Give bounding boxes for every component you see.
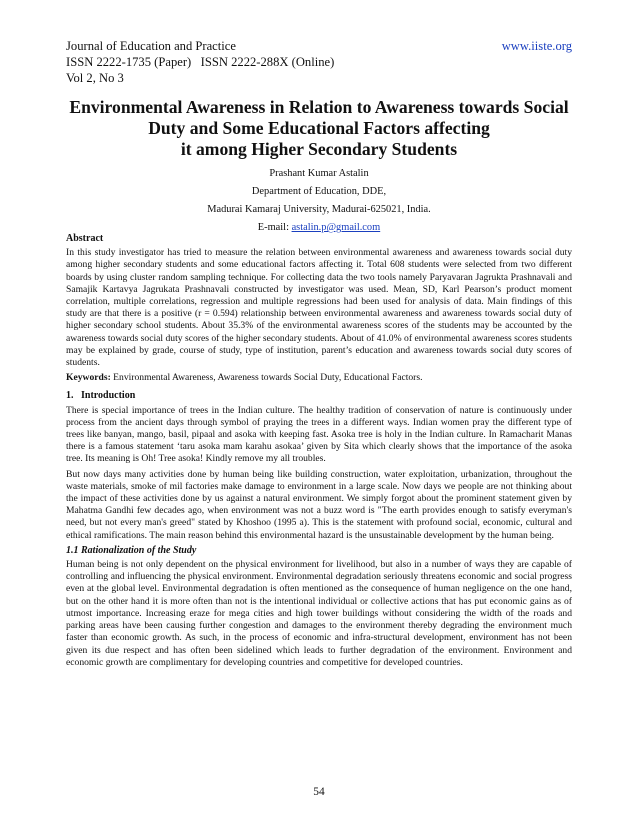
title-line: Duty and Some Educational Factors affecting [148, 118, 490, 138]
journal-website-link[interactable]: www.iiste.org [501, 39, 572, 53]
page-number: 54 [313, 786, 325, 798]
paper-body [66, 233, 572, 669]
journal-name: Journal of Education and Practice [66, 39, 236, 53]
introduction-heading: 1. Introduction [66, 390, 136, 402]
rationalization-paragraph: Human being is not only dependent on the physical environment for livelihood, but also in a number of ways they are capable of controlling and influencing the physical environment. Environmental degradation seriously threatens economic and social progress even at the global level. Environmental degradation is often mentioned as the consequence of human negligence on the one hand, but on the other hand it is more often than not is the intentional individual or collective actions that has put economic gains as of utmost importance. Increasing eraze for mega cities and high tower buildings without considering the width of the roads and parking areas have been causing further congestion and damages to the environment thereby degrading the environment much faster than economic growth. As such, in the process of economic and infra-structural development, environment has not been given its due respect and has often been sidelined which leads to further degradation of the environment. Environment and economic growth are complimentary for developing countries and competitive for developed countries. [66, 559, 572, 668]
rationalization-heading: 1.1 Rationalization of the Study [66, 544, 197, 556]
email-label: E-mail: [257, 222, 292, 233]
author-block [66, 165, 572, 237]
introduction-paragraph: There is special importance of trees in the Indian culture. The healthy tradition of conservation of nature is continuously under process from the ancient days through symbol of praying the trees in a different ways. Indian women pray the different type of trees like banyan, mango, basil, pipaal and asoka with keeping fast. Asoka tree is holy in the Indian culture. In Ramacharit Manas there is a famous statement ‘taru asoka mam karahu asokaa’ given by Sita which clearly shows that the importance of the asoka tree. Its meaning is Oh! Tree asoka! Kindly remove my all troubles. [66, 404, 572, 465]
volume-line: Vol 2, No 3 [66, 71, 124, 85]
abstract-heading: Abstract [66, 233, 104, 244]
author-email-link[interactable]: astalin.p@gmail.com [291, 222, 381, 233]
title-line: it among Higher Secondary Students [180, 139, 458, 159]
keywords-text: Environmental Awareness, Awareness towards Social Duty, Educational Factors. [110, 372, 423, 384]
author-name: Prashant Kumar Astalin [269, 168, 369, 179]
issn-line: ISSN 2222-1735 (Paper) ISSN 2222-288X (Online) [66, 55, 335, 69]
paper-title [66, 97, 572, 160]
author-university: Madurai Kamaraj University, Madurai-625021, India. [207, 204, 431, 215]
introduction-paragraph: But now days many activities done by human being like building construction, water exploitation, urbanization, throughout the waste materials, smoke of mil factories make damage to environment in a large scale. Now days we people are not thinking about the impact of these activities done by us against a natural environment. We simply forgot about the prominent statement given by Mahatma Gandhi few decades ago, when environment was not a buzz word is "The earth provides enough to satisfy everyman's need, but not every man's greed" stated by Khoshoo (1995 a). This is the statement with profound social, economic, cultural and ethical ramifications. The main reason behind this environmental hazard is the unsustainable development by the human being. [66, 468, 572, 541]
title-line: Environmental Awareness in Relation to Awareness towards Social [69, 97, 569, 117]
keywords-label: Keywords: [66, 372, 111, 384]
author-department: Department of Education, DDE, [251, 186, 387, 197]
abstract-text: In this study investigator has tried to measure the relation between environmental awareness and awareness towards social duty among higher secondary students and some educational factors affecting it. Total 608 students were selected from two different boards by using cluster random sampling technique. For collecting data the two tools namely Paryavaran Jagrukta Prashnavali and Samajik Kartavya Jagrukata Prashnavali constructed by investigator was used. Mean, SD, Karl Pearson’s product moment correlation, multiple correlations, regression and multiple regressions had been used for analysis of data. Main findings of this study are that there is a positive (r = 0.594) relationship between environmental awareness and awareness towards social duty of higher secondary school students. About 35.3% of the environmental awareness scores of the students may be accounted by the awareness towards social duty scores of the higher secondary students. About of 41.0% of environmental awareness scores students may be explained by grade, course of study, type of institution, parent’s education and awareness towards social duty scores of students. [66, 247, 572, 369]
keywords-line [66, 372, 572, 384]
journal-header [66, 38, 572, 86]
